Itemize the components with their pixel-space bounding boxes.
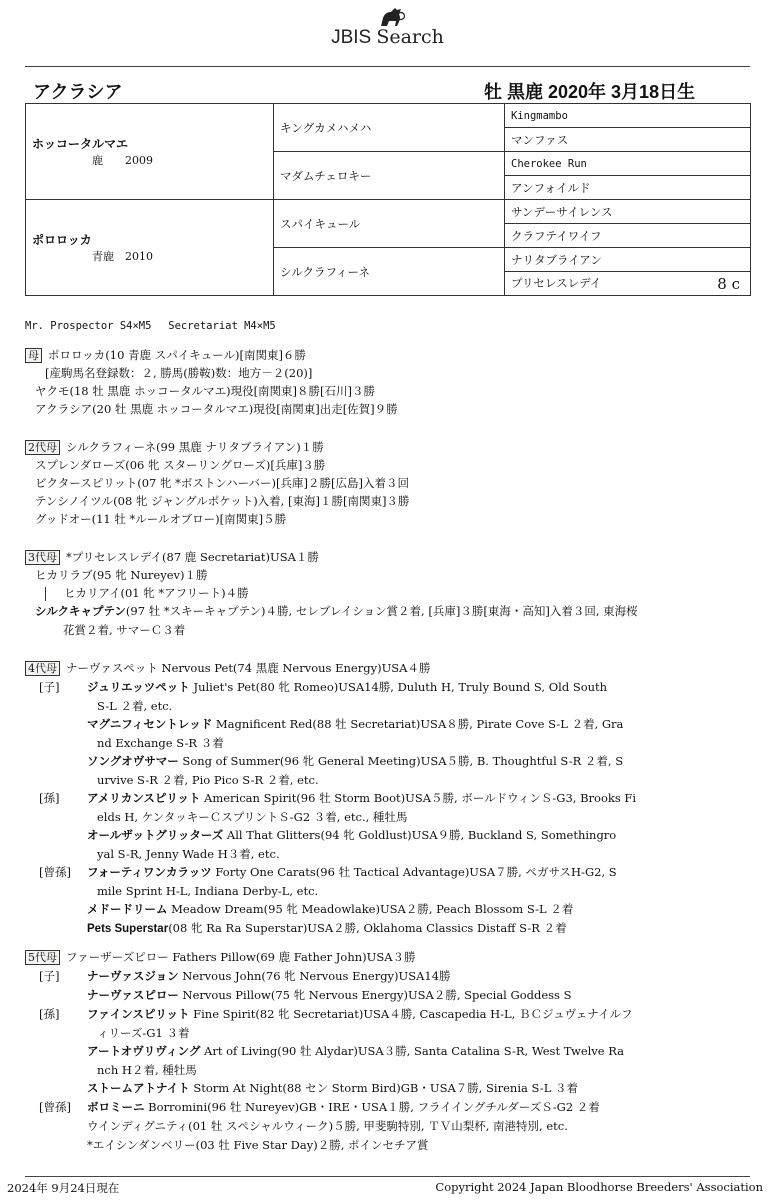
logo-text-search: Search [376, 26, 444, 48]
horse-name: アクラシア [33, 82, 123, 102]
pedigree-table [25, 103, 751, 296]
horse-record: (08 牝 Ra Ra Superstar)USA２勝, Oklahoma Classics Distaff S-R ２着 [168, 921, 567, 935]
pedigree-g2-cell[interactable]: スパイキュール [274, 200, 505, 248]
horse-name-bold: ナーヴァスジョン [87, 971, 179, 983]
horse-record: ウインディグニティ(01 牡 スペシャルウィーク)５勝, 甲斐駒特別, ＴＶ山梨杯, 南港特別, etc. [87, 1119, 568, 1133]
section-tag: 5代母 [25, 950, 60, 965]
pedigree-g3-name[interactable]: プリセレスレデイ [511, 275, 602, 290]
horse-name-bold: Pets Superstar [87, 923, 169, 935]
descendant-row [25, 967, 755, 986]
logo-text-jbis: JBIS [331, 27, 372, 48]
relation-label [25, 1136, 87, 1155]
descendant-row [25, 826, 755, 863]
descendant-row [25, 900, 755, 919]
section-tag: 4代母 [25, 661, 60, 676]
pedigree-dam-cell [26, 200, 274, 296]
section-2nd-dam [25, 438, 755, 528]
descendant-entry [87, 789, 755, 826]
footer-date: 2024年 9月24日現在 [7, 1181, 120, 1195]
tree-line [45, 587, 46, 601]
horse-name-bold: アメリカンスピリット [87, 793, 201, 805]
horse-record: Juliet's Pet(80 牝 Romeo)USA14勝, Duluth H, Truly Bound S, Old South [189, 680, 608, 694]
pedigree-g2-cell[interactable]: マダムチェロキー [274, 152, 505, 200]
section-line: ヒカリラブ(95 牝 Nureyev)１勝 [35, 568, 208, 582]
pedigree-g3-cell-last [505, 272, 751, 296]
horse-name-bold: ファインスピリット [87, 1009, 190, 1021]
relation-label [25, 715, 87, 752]
descendant-line [87, 967, 755, 986]
descendant-entry [87, 967, 755, 986]
section-head: *プリセレスレデイ(87 鹿 Secretariat)USA１勝 [66, 550, 319, 564]
descendant-line-cont: mile Sprint H-L, Indiana Derby-L, etc. [97, 884, 319, 898]
relation-label [25, 752, 87, 789]
descendant-line [87, 678, 755, 697]
section-line [25, 602, 755, 621]
horse-name-bold: フォーティワンカラッツ [87, 867, 212, 879]
section-4th-dam [25, 659, 755, 938]
descendant-row [25, 1079, 755, 1098]
descendant-line [87, 863, 755, 882]
inbreeding-note: Mr. Prospector S4×M5 Secretariat M4×M5 [25, 320, 276, 332]
descendant-row [25, 715, 755, 752]
descendant-row [25, 1117, 755, 1136]
section-line-text: ヒカリアイ(01 牝 *アフリート)４勝 [64, 586, 249, 600]
descendant-line-cont: nch H２着, 種牡馬 [97, 1063, 197, 1077]
section-line: テンシノイツル(08 牝 ジャングルポケット)入着, [東海]１勝[南関東]３勝 [35, 494, 410, 508]
descendant-entry [87, 919, 755, 938]
descendant-row [25, 986, 755, 1005]
pedigree-g3-cell[interactable]: Kingmambo [505, 104, 751, 128]
descendant-row [25, 752, 755, 789]
descendant-entry [87, 1136, 755, 1155]
descendant-row [25, 919, 755, 938]
horse-name-bold: ストームアトナイト [87, 1083, 190, 1095]
jbis-logo[interactable] [0, 6, 775, 49]
horse-logo-icon [377, 6, 407, 28]
descendant-list [25, 967, 755, 1155]
descendant-line [87, 826, 755, 845]
horse-record: Storm At Night(88 セン Storm Bird)GB・USA７勝, Sirenia S-L ３着 [189, 1081, 578, 1095]
horse-name-bold: アートオヴリヴィング [87, 1046, 201, 1058]
descendant-line [87, 789, 755, 808]
descendant-line-cont: yal S-R, Jenny Wade H３着, etc. [97, 847, 280, 861]
pedigree-sire-cell [26, 104, 274, 200]
descendant-row [25, 678, 755, 715]
horse-record: (97 牡 *スキーキャプテン)４勝, セレブレイション賞２着, [兵庫]３勝[東海・高知]入着３回, 東海桜 [125, 604, 638, 618]
descendant-entry [87, 826, 755, 863]
descendant-line [87, 1042, 755, 1061]
descendant-entry [87, 752, 755, 789]
relation-label [25, 1042, 87, 1079]
horse-name-bold: ナーヴァスピロー [87, 990, 179, 1002]
descendant-line [87, 715, 755, 734]
horse-record: Art of Living(90 牡 Alydar)USA３勝, Santa Catalina S-R, West Twelve Ra [200, 1044, 625, 1058]
horse-record: Meadow Dream(95 牝 Meadowlake)USA２勝, Peach Blossom S-L ２着 [167, 902, 574, 916]
relation-label: [孫] [39, 1007, 60, 1021]
horse-name-bold: メドードリーム [87, 904, 168, 916]
descendant-row [25, 789, 755, 826]
horse-name-bold: ボロミーニ [87, 1102, 145, 1114]
relation-label [25, 1117, 87, 1136]
descendant-line [87, 1136, 755, 1155]
section-line-nested [25, 584, 755, 602]
horse-name-bold: マグニフィセントレッド [87, 719, 213, 731]
section-line: スプレンダローズ(06 牝 スターリングローズ)[兵庫]３勝 [35, 458, 326, 472]
section-5th-dam [25, 948, 755, 1155]
horse-record: Nervous Pillow(75 牝 Nervous Energy)USA２勝, Special Goddess S [178, 988, 572, 1002]
section-head: ファーザーズピロー Fathers Pillow(69 鹿 Father John)USA３勝 [66, 950, 416, 964]
horse-record: Magnificent Red(88 牡 Secretariat)USA８勝, Pirate Cove S-L ２着, Gra [212, 717, 624, 731]
relation-label [25, 900, 87, 919]
descendant-line [87, 1098, 755, 1117]
descendant-entry [87, 678, 755, 715]
descendant-row [25, 863, 755, 900]
section-line: アクラシア(20 牡 黒鹿 ホッコータルマエ)現役[南関東]出走[佐賀]９勝 [35, 402, 398, 416]
section-tag: 母 [25, 348, 42, 363]
relation-label: [子] [39, 969, 60, 983]
descendant-entry [87, 1005, 755, 1042]
descendant-entry [87, 715, 755, 752]
pedigree-g3-cell[interactable]: Cherokee Run [505, 152, 751, 176]
descendant-entry [87, 1079, 755, 1098]
descendant-entry [87, 863, 755, 900]
footer-rule [25, 1176, 750, 1177]
relation-label: [曾孫] [39, 1100, 71, 1114]
pedigree-g2-cell[interactable]: キングカメハメハ [274, 104, 505, 152]
section-head: シルクラフィーネ(99 黒鹿 ナリタブライアン)１勝 [66, 440, 324, 454]
section-tag: 3代母 [25, 550, 60, 565]
horse-record: Fine Spirit(82 牝 Secretariat)USA４勝, Cascapedia H-L, ＢＣジュヴェナイルフ [189, 1007, 633, 1021]
dam-name[interactable]: ポロロッカ [32, 233, 92, 247]
section-line: ビクタースピリット(07 牝 *ボストンハーバー)[兵庫]２勝[広島]入着３回 [35, 476, 409, 490]
relation-label [25, 986, 87, 1005]
horse-name-bold: オールザットグリッターズ [87, 830, 224, 842]
section-head: ポロロッカ(10 青鹿 スパイキュール)[南関東]６勝 [48, 348, 306, 362]
descendant-line [87, 752, 755, 771]
descendant-line [87, 1079, 755, 1098]
pedigree-g3-cell[interactable]: マンファス [505, 128, 751, 152]
horse-name-bold: ソングオヴサマー [87, 756, 179, 768]
pedigree-g3-cell[interactable]: クラフテイワイフ [505, 224, 751, 248]
family-number: 8 c [717, 274, 740, 293]
pedigree-g3-cell[interactable]: サンデーサイレンス [505, 200, 751, 224]
descendant-entry [87, 986, 755, 1005]
descendant-row [25, 1136, 755, 1155]
horse-record: Song of Summer(96 牝 General Meeting)USA５勝, B. Thoughtful S-R ２着, S [178, 754, 624, 768]
descendant-line-cont: ィリーズ-G1 ３着 [97, 1026, 190, 1040]
relation-label [25, 1079, 87, 1098]
sire-name[interactable]: ホッコータルマエ [32, 137, 129, 151]
section-3rd-dam [25, 548, 755, 639]
descendant-row [25, 1005, 755, 1042]
descendant-line [87, 1117, 755, 1136]
descendant-line-cont: elds H, ケンタッキーＣスプリントＳ-G2 ３着, etc., 種牡馬 [97, 810, 408, 824]
pedigree-g3-cell[interactable]: アンフォイルド [505, 176, 751, 200]
section-dam [25, 346, 755, 418]
horse-record: Nervous John(76 牝 Nervous Energy)USA14勝 [178, 969, 451, 983]
pedigree-g3-cell[interactable]: ナリタブライアン [505, 248, 751, 272]
relation-label: [曾孫] [39, 865, 71, 879]
horse-record: *エイシンダンベリー(03 牡 Five Star Day)２勝, ポインセチア賞 [87, 1138, 429, 1152]
relation-label [25, 919, 87, 938]
header-rule [25, 66, 750, 67]
sire-detail: 鹿 2009 [92, 154, 153, 167]
descendant-line [87, 1005, 755, 1024]
footer-copyright: Copyright 2024 Japan Bloodhorse Breeders' Association [435, 1180, 763, 1194]
section-line: [産駒馬名登録数：２, 勝馬(勝鞍)数：地方－２(20)] [45, 366, 313, 380]
descendant-line-cont: S-L ２着, etc. [97, 699, 173, 713]
descendant-line [87, 919, 755, 938]
descendant-row [25, 1042, 755, 1079]
horse-info: 牡 黒鹿 2020年 3月18日生 [484, 82, 696, 102]
pedigree-g2-cell[interactable]: シルクラフィーネ [274, 248, 505, 296]
horse-record: Borromini(96 牡 Nureyev)GB・IRE・USA１勝, フライイングチルダーズＳ-G2 ２着 [144, 1100, 600, 1114]
dam-detail: 青鹿 2010 [92, 250, 153, 263]
descendant-entry [87, 900, 755, 919]
descendant-list [25, 678, 755, 938]
descendant-entry [87, 1042, 755, 1079]
descendant-entry [87, 1098, 755, 1117]
horse-name-bold: シルクキャプテン [35, 606, 126, 618]
descendant-row [25, 1098, 755, 1117]
relation-label: [子] [39, 680, 60, 694]
descendant-line-cont: urvive S-R ２着, Pio Pico S-R ２着, etc. [97, 773, 319, 787]
section-line: ヤクモ(18 牡 黒鹿 ホッコータルマエ)現役[南関東]８勝[石川]３勝 [35, 384, 376, 398]
descendant-line-cont: nd Exchange S-R ３着 [97, 736, 224, 750]
section-tag: 2代母 [25, 440, 60, 455]
relation-label [25, 826, 87, 863]
horse-record: Forty One Carats(96 牡 Tactical Advantage)USA７勝, ペガサスH-G2, S [211, 865, 617, 879]
section-head: ナーヴァスペット Nervous Pet(74 黒鹿 Nervous Energy)USA４勝 [66, 661, 431, 675]
relation-label: [孫] [39, 791, 60, 805]
horse-name-bold: ジュリエッツペット [87, 682, 190, 694]
section-line: グッドオー(11 牡 *ルールオブロー)[南関東]５勝 [35, 512, 287, 526]
descendant-line [87, 900, 755, 919]
horse-record: All That Glitters(94 牝 Goldlust)USA９勝, Buckland S, Somethingro [223, 828, 617, 842]
descendant-entry [87, 1117, 755, 1136]
horse-record: American Spirit(96 牡 Storm Boot)USA５勝, ボールドウィンＳ-G3, Brooks Fi [200, 791, 637, 805]
section-line-cont: 花賞２着, サマーＣ３着 [63, 623, 186, 637]
descendant-line [87, 986, 755, 1005]
